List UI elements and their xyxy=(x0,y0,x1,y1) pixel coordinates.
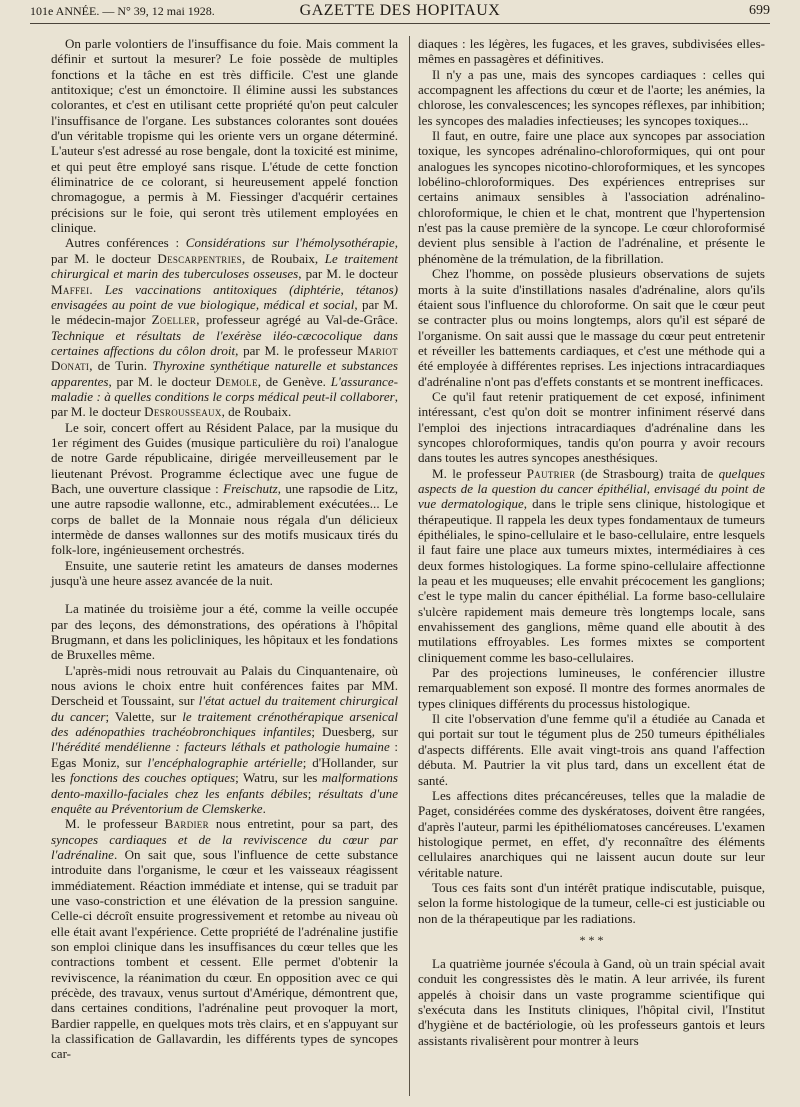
column-rule xyxy=(409,36,410,1096)
section-separator: * * * xyxy=(579,932,604,947)
paragraph-precancereuses: Les affections dites précancéreuses, telles que la maladie de Paget, considérées comme des dyskératoses, doivent être rangées, d'après l'auteur, parmi les épithéliomatoses cancéreuses. L'examen histologique permet, en effet, d'y reconnaître des éléments cellulaires anarchiques qui ne laissent aucun doute sur leur véritable nature. xyxy=(418,787,765,880)
paragraph-pautrier: M. le professeur Pautrier (de Strasbourg) traita de quelques aspects de la question du cancer épithélial, envisagé du point de vue dermatologique, dans le triple sens clinique, histologique et thérapeutique. Il rappela les deux types fondamentaux de tumeurs épithéliales, le spino-cellulaire et le baso-cellulaire, entre lesquels il faut faire une place aux tumeurs mixtes, intermédiaires à ces deux formes histologiques. La forme spino-cellulaire affectionne la peau et les muqueuses; elle envahit précocement les ganglions; c'est le type malin du cancer épithélial. La forme baso-cellulaire s'ulcère rapidement mais demeure très longtemps locale, sans envahissement des ganglions, même quand elle aboutit à des mutilations effroyables. Les formes mixtes se comportent cliniquement comme les baso-cellulaires. xyxy=(418,465,766,665)
paragraph-bardier: M. le professeur Bardier nous entretint, pour sa part, des syncopes cardiaques et de la reviviscence du cœur par l'adrénaline. On sait que, sous l'influence de cette substance introduite dans l'organisme, le cœur et les vaisseaux réagissent immédiatement. Réaction immédiate et intense, qui se traduit par une vaso-constriction et une élévation de la pression sanguine. Celle-ci décroît ensuite progressivement et retombe au niveau où elle était avant l'expérience. Cette propriété de l'adrénaline justifie son emploi clinique dans les insuffisances du cœur telles que les contractions tombent et cessent. Elle permet d'obtenir la reviviscence, la réanimation du cœur. En opposition avec ce qui précède, des travaux, venus surtout d'Amérique, démontrent que, dans certaines conditions, l'adrénaline peut provoquer la mort, Bardier rappelle, en quelques mots très clairs, et en s'appuyant sur la classification de Gallavardin, les différents types de syncopes car- xyxy=(51,816,398,1062)
paragraph-syncopes-cardiaques: Il n'y a pas une, mais des syncopes cardiaques : celles qui accompagnent les affections du cœur et de l'aorte; les anémies, la chlorose, les convalescences; les syncopes réflexes, par inhibition; les syncopes des maladies infectieuses; les syncopes toxiques... xyxy=(418,66,765,128)
journal-title: GAZETTE DES HOPITAUX xyxy=(299,2,501,19)
left-column xyxy=(51,36,398,1062)
paragraph-projections: Par des projections lumineuses, le conférencier illustre remarquablement son exposé. Il montre des formes anormales de types cliniques différents du processus histologique. xyxy=(418,665,765,711)
paragraph-association-toxique: Il faut, en outre, faire une place aux syncopes par association toxique, les syncopes adrénalino-chloroformiques, qui ont pour analogues les syncopes nicotino-chloroformiques, et les syncopes lobélino-chloroformiques. Des expériences entreprises sur certains animaux sensibles à l'association adrénalino-chloroformique, le chien et le chat, montrent que l'hypertension n'est pas la cause première de la syncope. Le cœur chloroformisé devient plus sensible à l'action de l'adrénaline, et présente le phénomène de la trémulation, de la fibrillation. xyxy=(418,128,765,266)
paragraph-troisieme-jour: La matinée du troisième jour a été, comme la veille occupée par des leçons, des démonstrations, des opérations à l'hôpital Brugmann, et dans les policliniques, les hôpitaux et les fondations de Bruxelles même. xyxy=(51,601,398,663)
paragraph-palais-cinquantenaire: L'après-midi nous retrouvait au Palais du Cinquantenaire, où nous avions le choix entre huit conférences faites par MM. Derscheid et Toussaint, sur l'état actuel du traitement chirurgical du cancer; Valette, sur le traitement crénothérapique arsenical des adénopathies trachéobronchiques infantiles; Duesberg, sur l'hérédité mendélienne : facteurs léthals et pathologie humaine : Egas Moniz, sur l'encéphalographie artérielle; d'Hollander, sur les fonctions des couches optiques; Watru, sur les malformations dento-maxillo-faciales chez les enfants débiles; résultats d'une enquête au Préventorium de Clemskerke. xyxy=(51,662,398,816)
header-rule xyxy=(30,23,770,24)
paragraph-retenir: Ce qu'il faut retenir pratiquement de cet exposé, infiniment intéressant, c'est qu'on doit se montrer infiniment réservé dans l'emploi des injections intracardiaques d'adrénaline dans les syncopes chloroformiques, tandis qu'on pourra y avoir recours dans toutes les autres syncopes anesthésiques. xyxy=(418,388,765,466)
right-column xyxy=(418,36,765,1048)
paragraph-insuffisance-foie: On parle volontiers de l'insuffisance du foie. Mais comment la définir et surtout la mesurer? Le foie possède de multiples fonctions et la tâche en est très difficile. C'est une glande antitoxique; c'est un émonctoire. Il élimine aussi les substances colorantes, et c'est en utilisant cette propriété qu'on peut calculer l'insuffisance de l'organe. Les substances colorantes sont douées d'un véritable tropisme qui les oriente vers un organe déterminé. L'auteur s'est adressé au rose bengale, dont la toxicité est minime, et qui peut être employé sans risque. L'étude de cette fonction éliminatrice de ce colorant, si heureusement appelé fonction chromagogue, a permis à M. Fiessinger d'acquérir certaines précisions sur le foie, qui seront très utilement employées en clinique. xyxy=(51,36,398,236)
page-number: 699 xyxy=(749,3,770,18)
page-header xyxy=(30,0,770,22)
paragraph-syncopes-types: diaques : les légères, les fugaces, et les graves, subdivisées elles-mêmes en passagères et définitives. xyxy=(418,36,765,67)
paragraph-autres-conferences: Autres conférences : Considérations sur l'hémolysothérapie, par M. le docteur Descarpentries, de Roubaix, Le traitement chirurgical et marin des tuberculoses osseuses, par M. le docteur Maffei. Les vaccinations antitoxiques (diphtérie, tétanos) envisagées au point de vue biologique, médical et social, par M. le médecin-major Zoeller, professeur agrégé au Val-de-Grâce. Technique et résultats de l'exérèse iléo-cæcocolique dans certaines affections du côlon droit, par M. le professeur Mariot Donati, de Turin. Thyroxine synthétique naturelle et substances apparentes, par M. le docteur Demole, de Genève. L'assurance-maladie : à quelles conditions le corps médical peut-il collaborer, par M. le docteur Desrousseaux, de Roubaix. xyxy=(51,235,399,420)
paragraph-chez-homme: Chez l'homme, on possède plusieurs observations de sujets morts à la suite d'instillations nasales d'adrénaline, alors qu'ils étaient sous l'influence du chloroforme. On sait que le cœur peut se contracter plus ou moins longtemps, alors qu'il est séparé de l'organisme. On sait aussi que le massage du cœur peut entretenir et réveiller les battements cardiaques, et c'est une méthode qui a été employée à différentes reprises. Les injections intracardiaques d'adrénaline n'ont pas d'effets constants et se montrent inefficaces. xyxy=(418,266,765,389)
paragraph-sauterie: Ensuite, une sauterie retint les amateurs de danses modernes jusqu'à une heure assez avancée de la nuit. xyxy=(51,557,398,589)
paragraph-concert: Le soir, concert offert au Résident Palace, par la musique du 1er régiment des Guides (musique particulière du roi) l'analogue de notre Garde républicaine, dirigée merveilleusement par le lieutenant Prévost. Programme éclectique avec une fugue de Bach, une ouverture classique : Freischutz, une rapsodie de Litz, une autre rapsodie wallonne, etc., admirablement exécutées... Le corps de ballet de la Monnaie nous régala d'un délicieux intermède de danses wallonnes sur des motifs musicaux tirés du folk-lore, ingénieusement orchestrés. xyxy=(51,419,399,558)
paragraph-quatrieme-journee: La quatrième journée s'écoula à Gand, où un train spécial avait conduit les congressistes dès le matin. A leur arrivée, ils furent appelés à choisir dans un vaste programme scientifique qui s'exécuta dans les Instituts cliniques, l'hôpital civil, l'Institut d'hygiène et de bactériologie, où les professeurs gantois et leurs assistants rivalisèrent pour montrer à leurs xyxy=(418,955,765,1048)
paragraph-observation-canada: Il cite l'observation d'une femme qu'il a étudiée au Canada et qui portait sur tout le tégument plus de 250 tumeurs épithéliales d'aspects différents. Elle avait vingt-trois ans quand l'affection débuta. M. Pautrier la vit plus tard, dans un excellent état de santé. xyxy=(418,711,765,788)
issue-info: 101e ANNÉE. — N° 39, 12 mai 1928. xyxy=(30,4,215,18)
paragraph-faits-pratiques: Tous ces faits sont d'un intérêt pratique indiscutable, puisque, selon la forme histologique de la tumeur, celle-ci est justiciable ou non de la thérapeutique par les radiations. xyxy=(418,879,765,926)
